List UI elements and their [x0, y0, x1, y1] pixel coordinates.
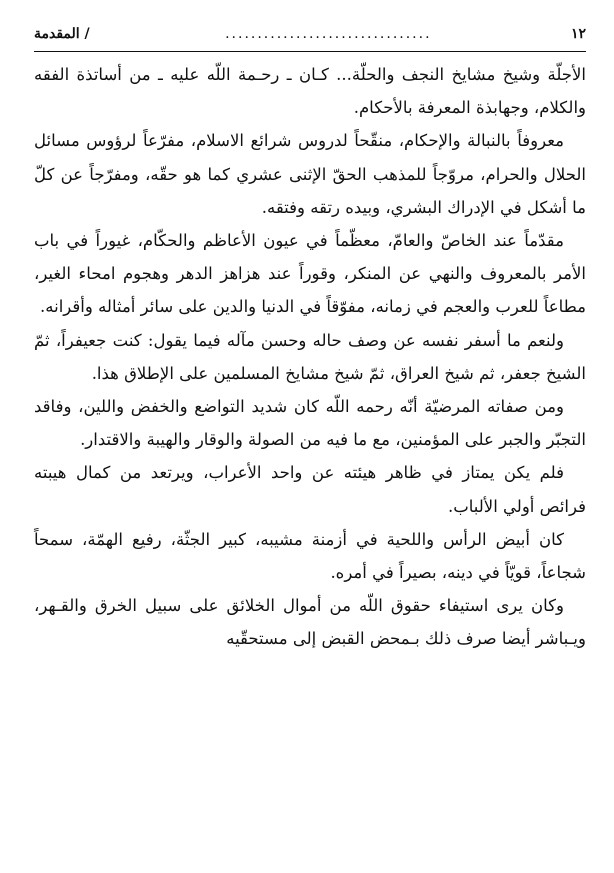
paragraph: مقدّماً عند الخاصّ والعامّ، معظّماً في عيون الأعاظم والحكّام، غيوراً في باب الأمر بالمعروف والنهي عن المنكر، وقوراً عند هزاهز الدهر وهجوم امحاء الغير، مطاعاً للعرب والعجم في زمانه، مفوّقاً في الدنيا والدين على سائر أمثاله وأقرانه. — [34, 231, 586, 317]
page-number: ١٢ — [570, 26, 586, 42]
paragraph: وكان يرى استيفاء حقوق اللّه من أموال الخلائق على سبيل الخرق والقـهر، ويـباشر أيضا صرف ذلك بـمحض القبض إلى مستحقّيه — [34, 596, 586, 649]
header-dot-leader: ................................ — [225, 26, 432, 42]
header-rule — [34, 51, 586, 52]
paragraph: ومن صفاته المرضيّة أنّه رحمه اللّه كان شديد التواضع والخفض واللين، وفاقد التجبّر والجبر على المؤمنين، مع ما فيه من الصولة والوقار والهيبة والاقتدار. — [34, 397, 586, 450]
page — [34, 26, 586, 856]
section-title: / المقدمة — [34, 26, 90, 42]
paragraph: كان أبيض الرأس واللحية في أزمنة مشيبه، كبير الجثّة، رفيع الهمّة، سمحاً شجاعاً، قويّاً في دينه، بصيراً في أمره. — [34, 529, 586, 583]
paragraph: الأجلّة وشيخ مشايخ النجف والحلّة... كـان ـ رحـمة اللّه عليه ـ من أساتذة الفقه والكلام، وجهابذة المعرفة بالأحكام. — [34, 65, 586, 118]
body-text — [34, 58, 586, 656]
running-head — [34, 26, 586, 48]
paragraph: ولنعم ما أسفر نفسه عن وصف حاله وحسن مآله فيما يقول: كنت جعيفراً، ثمّ الشيخ جعفر، ثم شيخ العراق، ثمّ شيخ مشايخ المسلمين على الإطلاق هذا. — [34, 330, 586, 383]
paragraph: معروفاً بالنبالة والإحكام، منقّحاً لدروس شرائع الاسلام، مفرّعاً لرؤوس مسائل الحلال والحرام، مروّجاً للمذهب الحقّ الإثنى عشري كما هو حقّه، ومفرّجاً عن كلّ ما أشكل في الإدراك البشري، وبيده رتقه وفتقه. — [34, 131, 586, 217]
paragraph: فلم يكن يمتاز في ظاهر هيئته عن واحد الأعراب، ويرتعد من كمال هيبته فرائص أولي الألباب. — [34, 463, 586, 516]
